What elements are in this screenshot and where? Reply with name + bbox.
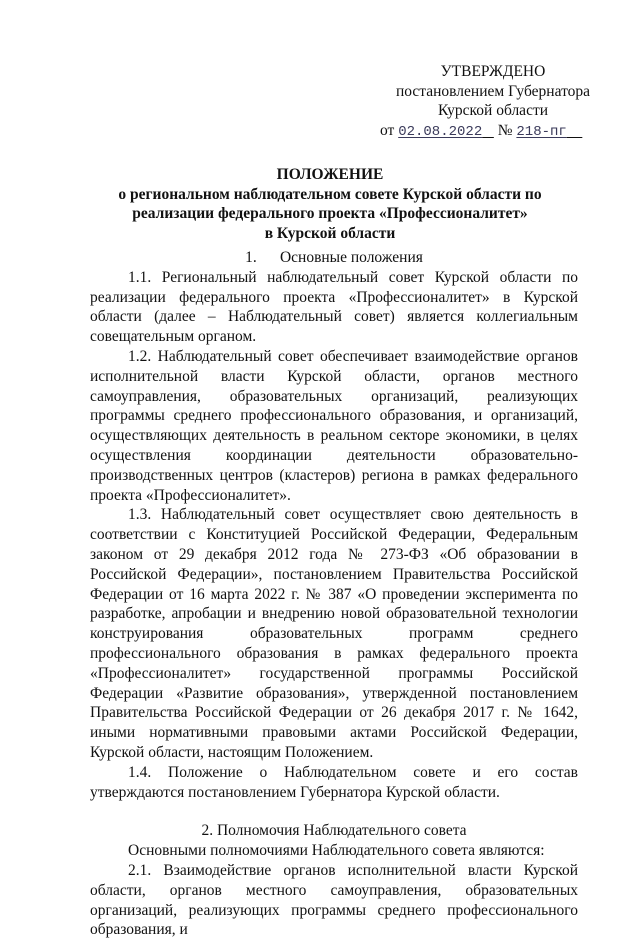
section-2-heading: 2. Полномочия Наблюдательного совета bbox=[201, 822, 467, 840]
approval-date: 02.08.2022 bbox=[398, 123, 483, 140]
paragraph-1-1: 1.1. Региональный наблюдательный совет Курской области по реализации федерального проекта «Профессионалитет» в Курской области (далее – Наблюдательный совет) является коллегиальным совещательным органом. bbox=[90, 268, 578, 346]
paragraph-1-2: 1.2. Наблюдательный совет обеспечивает взаимодействие органов исполнительной власти Курской области, органов местного самоуправления, образовательных организаций, реализующих программы среднего профессионального образования, и организаций, осуществляющих деятельность в реальном секторе экономики, в целях осуществления координации деятельности образовательно-производственных центров (кластеров) региона в рамках федерального проекта «Профессионалитет». bbox=[90, 347, 578, 504]
approval-line-2: Курской области bbox=[437, 102, 549, 119]
number-prefix: № bbox=[497, 121, 513, 139]
section-2-intro: Основными полномочиями Наблюдательного совета являются: bbox=[128, 842, 545, 860]
approval-date-line bbox=[378, 121, 608, 143]
approval-number: 218-пг bbox=[516, 123, 567, 140]
title-heading: ПОЛОЖЕНИЕ bbox=[276, 166, 384, 183]
title-line-3: в Курской области bbox=[264, 224, 396, 242]
approval-line-1: постановлением Губернатора bbox=[395, 82, 591, 100]
title-line-2: реализации федерального проекта «Профессионалитет» bbox=[132, 205, 528, 222]
date-blank bbox=[482, 122, 494, 139]
approval-heading: УТВЕРЖДЕНО bbox=[440, 63, 546, 80]
paragraph-1-4: 1.4. Положение о Наблюдательном совете и его состав утверждаются постановлением Губернатора Курской области. bbox=[90, 763, 578, 801]
approval-stamp bbox=[378, 62, 608, 142]
paragraph-1-3: 1.3. Наблюдательный совет осуществляет свою деятельность в соответствии с Конституцией Российской Федерации, Федеральным законом от 29 декабря 2012 года № 273-ФЗ «Об образовании в Российской Федерации», постановлением Правительства Российской Федерации от 16 марта 2022 г. № 387 «О проведении эксперимента по разработке, апробации и внедрению новой образовательной технологии конструирования образовательных программ среднего профессионального образования в рамках федерального проекта «Профессионалитет» государственной программы Российской Федерации «Развитие образования», утвержденной постановлением Правительства Российской Федерации от 26 декабря 2017 г. № 1642, иными нормативными правовыми актами Российской Федерации, Курской области, настоящим Положением. bbox=[90, 506, 578, 761]
paragraph-2-1: 2.1. Взаимодействие органов исполнительной власти Курской области, органов местного самоуправления, образовательных организаций, реализующих программы среднего профессионального образования, и bbox=[90, 861, 578, 939]
document-title bbox=[80, 165, 580, 243]
title-line-1: о региональном наблюдательном совете Курской области по bbox=[118, 185, 542, 203]
section-spacer bbox=[90, 802, 578, 821]
number-blank bbox=[567, 122, 583, 139]
section-1-heading: 1. Основные положения bbox=[245, 249, 423, 266]
document-body bbox=[90, 248, 578, 940]
date-prefix: от bbox=[380, 121, 395, 139]
